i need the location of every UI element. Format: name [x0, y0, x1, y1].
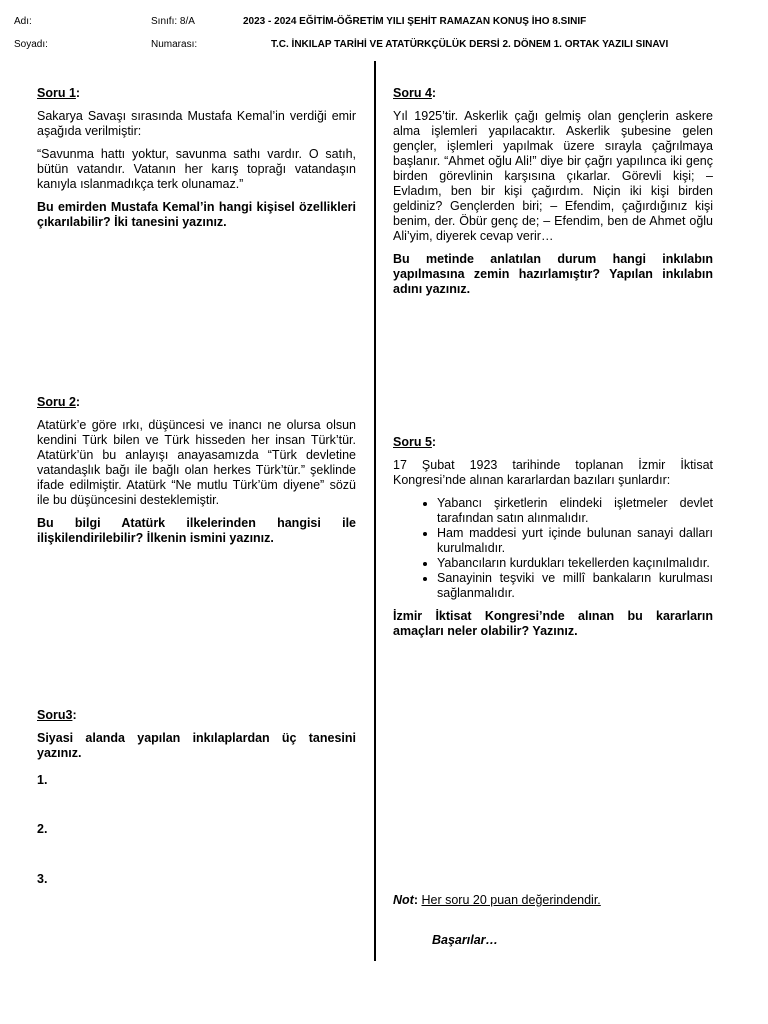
- answer-3-label: 3.: [37, 872, 48, 886]
- question-5-label: Soru 5: [393, 435, 432, 449]
- question-1: [37, 86, 356, 238]
- answer-2-label: 2.: [37, 822, 48, 836]
- question-2-colon: :: [75, 395, 81, 409]
- congress-decisions-list: [393, 496, 713, 601]
- note-colon: :: [413, 893, 418, 907]
- question-1-intro: Sakarya Savaşı sırasında Mustafa Kemal’in verdiği emir aşağıda verilmiştir:: [37, 109, 356, 138]
- question-3: [37, 708, 356, 769]
- question-4-text: Yıl 1925’tir. Askerlik çağı gelmiş olan gençlerin askere alma işlemleri yapılacaktır. Askerlik şubesine gelen gençler, işlemleri yapılmak üzere sırayla çağrılmaya başlanır. “Ahmet oğlu Ali!” diye bir çağrı yapılınca iki genç birden görevlinin karşısına çıkarlar. Görevli kişi; – Evladım, ben bir kişi çağırdım. Niçin iki kişi birden geldiniz? Gençlerden biri; – Efendim, çağırdığınız kişi benim, der. Öbür genç de; – Efendim, ben de Ahmet oğlu Ali’yim, diyerek cevap verir…: [393, 109, 713, 243]
- question-3-prompt: Siyasi alanda yapılan inkılaplardan üç tanesini yazınız.: [37, 731, 356, 760]
- note-label: Not: [393, 893, 414, 907]
- question-4-label: Soru 4: [393, 86, 432, 100]
- question-5-colon: :: [431, 435, 437, 449]
- question-2-text: Atatürk’e göre ırkı, düşüncesi ve inancı ne olursa olsun kendini Türk bilen ve Türk hisseden her insan Türk’tür. Atatürk’ün bu anlayışı anayasamızda “Türk devletine vatandaşlık bağı ile bağlı olan herkes Türk’tür.” şeklinde ifade edilmiştir. Atatürk “Ne mutlu Türk’üm diyene” sözü ile bu düşüncesini desteklemiştir.: [37, 418, 356, 507]
- list-item: • Ham maddesi yurt içinde bulunan sanayi dalları kurulmalıdır.: [437, 526, 713, 556]
- question-1-prompt: Bu emirden Mustafa Kemal’in hangi kişisel özellikleri çıkarılabilir? İki tanesini yazınız.: [37, 200, 356, 229]
- question-4-colon: :: [431, 86, 437, 100]
- question-5-prompt: İzmir İktisat Kongresi’nde alınan bu kararların amaçları neler olabilir? Yazınız.: [393, 609, 713, 638]
- list-item: • Sanayinin teşviki ve millî bankaların kurulması sağlanmalıdır.: [437, 571, 713, 601]
- column-divider: [374, 61, 376, 961]
- question-1-quote: “Savunma hattı yoktur, savunma sathı vardır. O satıh, bütün vatandır. Vatanın her karış toprağı vatandaşın kanıyla ıslanmadıkça terk olunamaz.”: [37, 147, 356, 191]
- question-3-colon: :: [72, 708, 77, 722]
- question-4-prompt: Bu metinde anlatılan durum hangi inkılabın yapılmasına zemin hazırlamıştır? Yapılan inkılabın adını yazınız.: [393, 252, 713, 296]
- question-1-colon: :: [75, 86, 81, 100]
- question-5: [393, 435, 713, 647]
- list-item: • Yabancı şirketlerin elindeki işletmeler devlet tarafından satın alınmalıdır.: [437, 496, 713, 526]
- list-item: • Yabancıların kurdukları tekellerden kaçınılmalıdır.: [437, 556, 713, 571]
- note: [393, 893, 713, 908]
- name-label: Adı:: [14, 16, 32, 27]
- question-5-intro: 17 Şubat 1923 tarihinde toplanan İzmir İktisat Kongresi’nde alınan kararlardan bazıları şunlardır:: [393, 458, 713, 487]
- question-3-label: Soru3: [37, 708, 73, 722]
- number-label: Numarası:: [151, 39, 198, 50]
- question-2-prompt: Bu bilgi Atatürk ilkelerinden hangisi ile ilişkilendirilebilir? İlkenin ismini yazınız.: [37, 516, 356, 545]
- question-1-label: Soru 1: [37, 86, 76, 100]
- answer-1-label: 1.: [37, 773, 48, 787]
- question-2-label: Soru 2: [37, 395, 76, 409]
- class-label: Sınıfı: 8/A: [151, 16, 195, 27]
- question-2: [37, 395, 356, 554]
- note-text: Her soru 20 puan değerindendir.: [421, 893, 601, 907]
- question-4: [393, 86, 713, 305]
- surname-label: Soyadı:: [14, 39, 48, 50]
- closing-text: Başarılar…: [432, 933, 499, 947]
- exam-title-line2: T.C. İNKILAP TARİHİ VE ATATÜRKÇÜLÜK DERSİ 2. DÖNEM 1. ORTAK YAZILI SINAVI: [271, 39, 669, 50]
- exam-title-line1: 2023 - 2024 EĞİTİM-ÖĞRETİM YILI ŞEHİT RAMAZAN KONUŞ İHO 8.SINIF: [243, 16, 587, 27]
